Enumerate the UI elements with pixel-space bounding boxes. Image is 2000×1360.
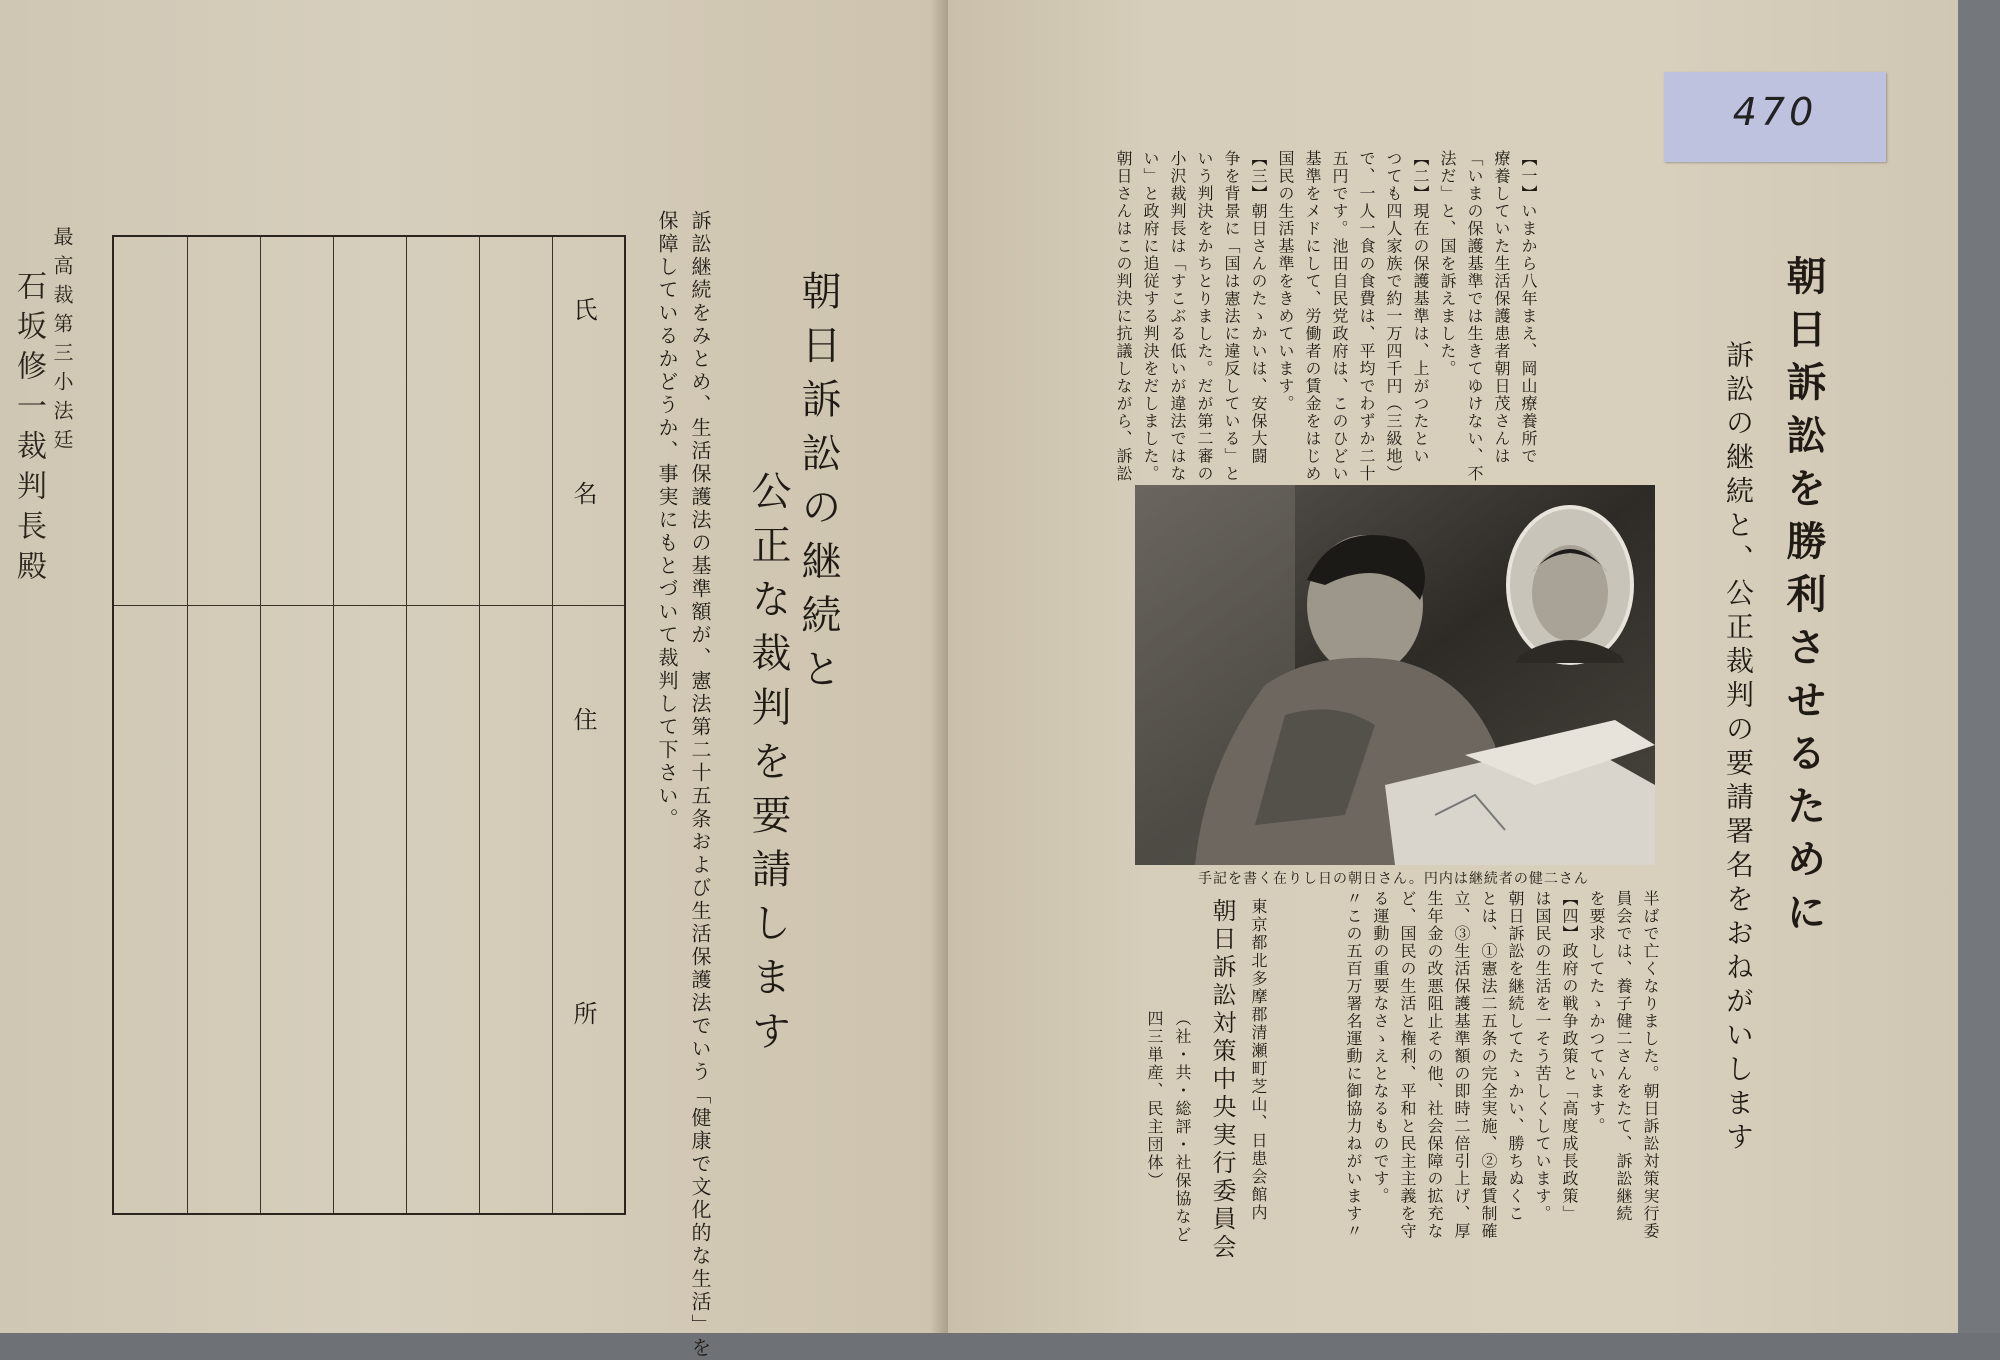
organization-name: 朝日訴訟対策中央実行委員会 <box>1208 898 1236 1262</box>
photo-image <box>1135 485 1655 865</box>
name-header: 氏名 <box>569 297 597 665</box>
article-paragraphs-bottom: 半ばで亡くなりました。朝日訴訟対策実行委 員会では、養子健二さんをたて、訴訟継続 を要求してたゝかつています。 【四】政府の戦争政策と「高度成長政策」 は国民の生活を一そう苦しくしています。 朝日訴訟を継続してたゝかい、勝ちぬくこ とは、①憲法二五条の完全実施、②最賃制確 立、③生活保護基準額の即時二倍引上げ、厚 生年金の改悪阻止その他、社会保障の拡充な ど、国民の生活と権利、平和と民主主義を守 る運動の重要なさゝえとなるものです。 〃この五百万署名運動に御協力ねがいます〃 <box>1344 890 1660 1240</box>
archive-number-label <box>1664 72 1886 162</box>
organization-members: （社・共・総評・社保協など 四三単産、民主団体） <box>1145 1010 1192 1244</box>
signature-table <box>112 235 626 1295</box>
petition-title-line1: 朝日訴訟の継続と <box>795 270 841 702</box>
address-header: 住所 <box>569 707 597 1295</box>
article-title: 朝日訴訟を勝利させるために <box>1780 255 1827 944</box>
judge-name: 石坂修一裁判長殿 <box>11 270 46 590</box>
petition-title-line2: 公正な裁判を要請します <box>745 470 791 1064</box>
court-header: 最高裁第三小法廷 <box>50 226 74 458</box>
article-subtitle: 訴訟の継続と、公正裁判の要請署名をおねがいします <box>1722 340 1755 1156</box>
photo-asahi <box>1135 485 1655 865</box>
archive-number: 470 <box>1732 90 1818 134</box>
photo-caption: 手記を書く在りし日の朝日さん。円内は継続者の健二さん <box>1198 871 1589 887</box>
article-paragraphs-top: 【一】いまから八年まえ、岡山療養所で 療養していた生活保護患者朝日茂さんは 「いまの保護基準では生きてゆけない、不 法だ」と、国を訴えました。 【二】現在の保護基準は、上がつたとい つても四人家族で約一万四千円（三級地） で、一人一食の食費は、平均でわずか二十 五円です。池田自民党政府は、このひどい 基準をメドにして、労働者の賃金をはじめ 国民の生活基準をきめています。 【三】朝日さんのたゝかいは、安保大闘 争を背景に「国は憲法に違反している」と いう判決をかちとりました。だが第二審の 小沢裁判長は「すこぶる低いが違法ではな い」と政府に追従する判決をだしました。 朝日さんはこの判決に抗議しながら、訴訟 <box>1114 150 1538 483</box>
left-page <box>0 0 948 1360</box>
background-edge <box>1958 0 2000 1333</box>
organization-address: 東京都北多摩郡清瀬町芝山、日患会館内 <box>1249 898 1268 1222</box>
petition-body: 訴訟継続をみとめ、生活保護法の基準額が、憲法第二十五条および生活保護法でいう「健康で文化的な生活」を 保障しているかどうか、事実にもとづいて裁判して下さい。 <box>655 210 712 1360</box>
